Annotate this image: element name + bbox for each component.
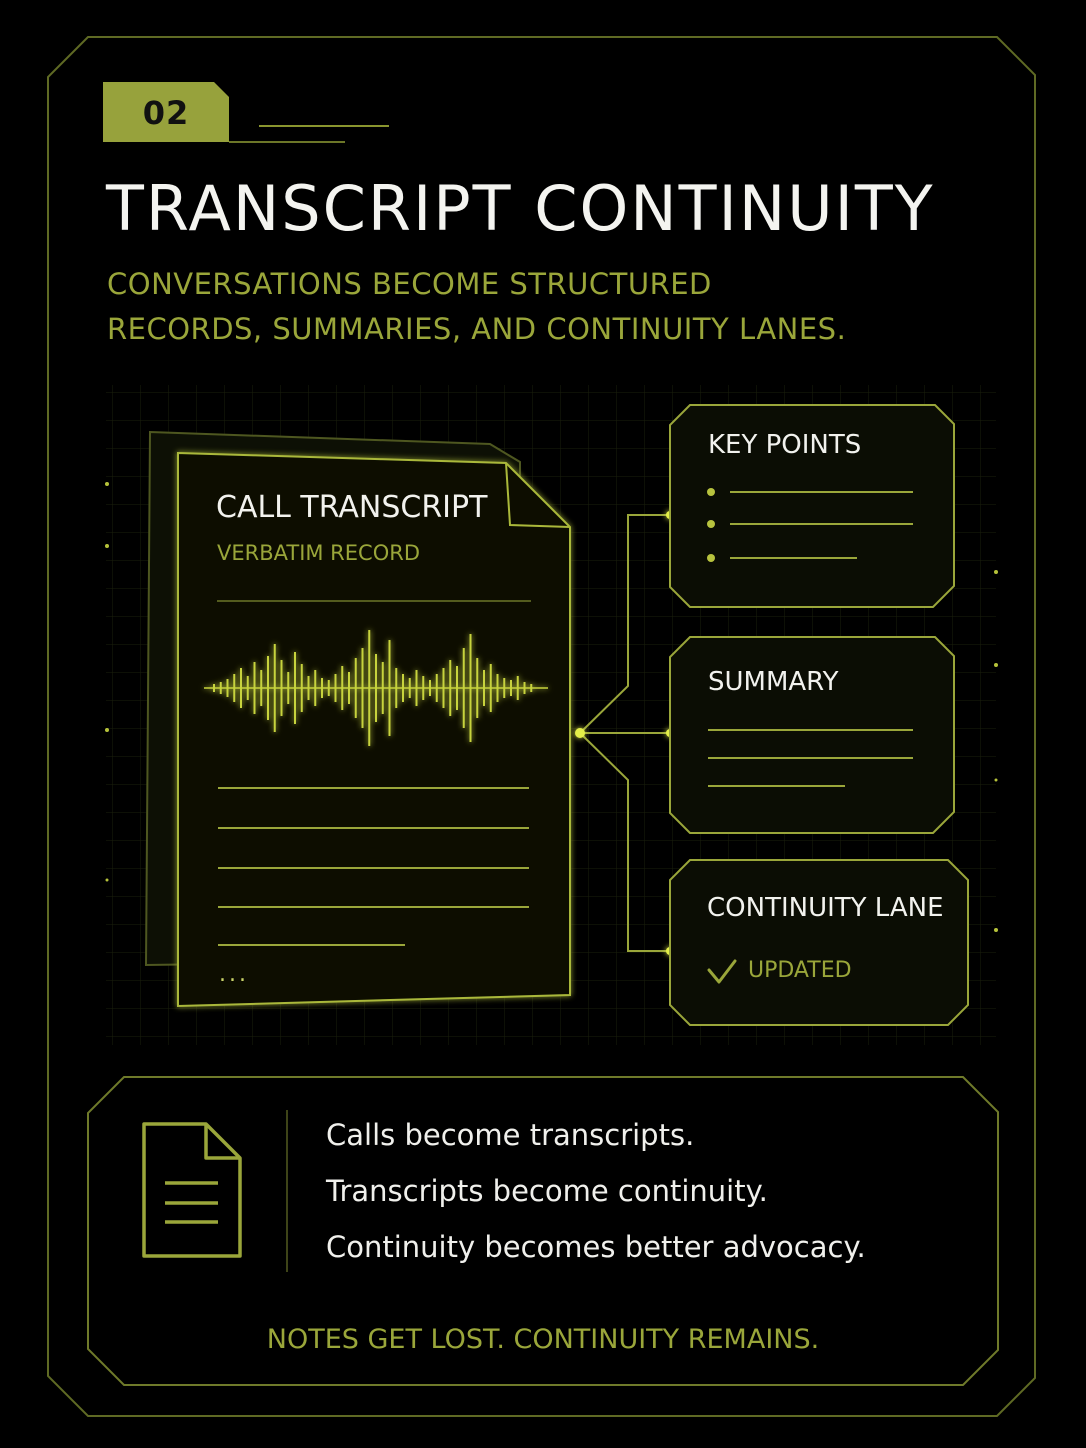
- continuity-lane-card: [670, 860, 968, 1025]
- document-sheet: [178, 453, 570, 1006]
- summary-title: SUMMARY: [708, 667, 839, 697]
- hub-node: [575, 728, 585, 738]
- footer-tagline: NOTES GET LOST. CONTINUITY REMAINS.: [266, 1324, 820, 1355]
- bottom-line-3: Continuity becomes better advocacy.: [326, 1230, 866, 1264]
- continuity-status: UPDATED: [748, 958, 852, 983]
- section-number: 02: [142, 94, 190, 132]
- bottom-line-2: Transcripts become continuity.: [326, 1174, 768, 1208]
- document-title: CALL TRANSCRIPT: [216, 490, 488, 525]
- page-title: TRANSCRIPT CONTINUITY: [106, 172, 935, 245]
- document-ellipsis: ...: [219, 962, 249, 987]
- page-subtitle: CONVERSATIONS BECOME STRUCTURED RECORDS, SUMMARIES, AND CONTINUITY LANES.: [107, 267, 847, 346]
- document-subtitle: VERBATIM RECORD: [217, 541, 420, 565]
- bottom-line-1: Calls become transcripts.: [326, 1118, 695, 1152]
- key-points-title: KEY POINTS: [708, 430, 862, 460]
- document-icon: [144, 1124, 240, 1256]
- continuity-lane-title: CONTINUITY LANE: [707, 893, 944, 923]
